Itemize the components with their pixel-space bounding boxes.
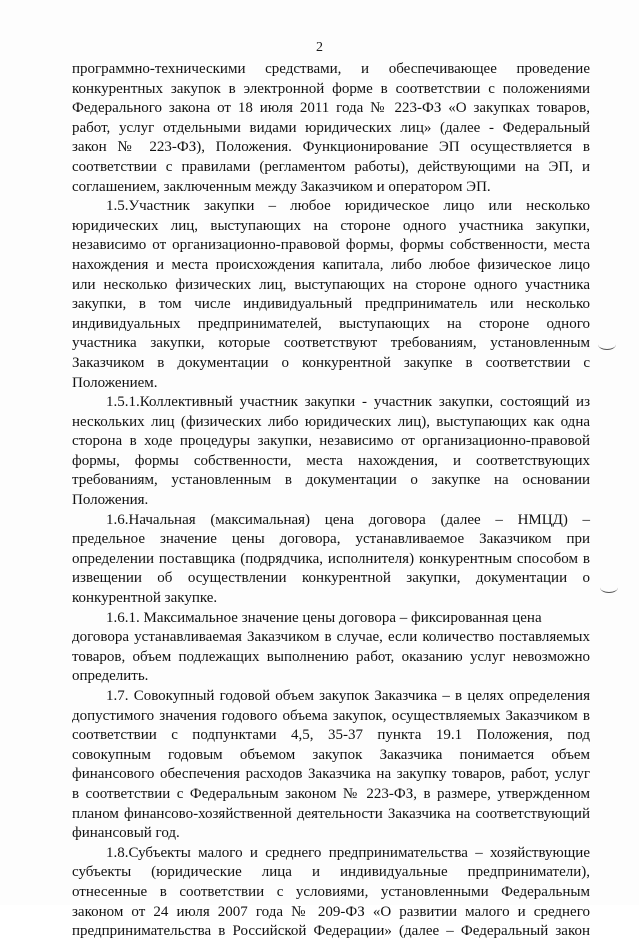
- text-line: финансовый год.: [72, 825, 180, 842]
- text-line: сторона в ходе процедуры закупки, независимо от организационно-правовой: [72, 433, 590, 450]
- text-line: требованиям, установленным в документации о закупке на основании: [72, 472, 590, 489]
- text-line: отнесенные в соответствии с условиями, установленными Федеральным: [72, 883, 590, 900]
- text-line: определить.: [72, 668, 149, 685]
- text-line: закон № 223-ФЗ), Положения. Функционирование ЭП осуществляется в: [72, 139, 590, 156]
- text-line: юридических лиц, выступающих на стороне одного участника закупки,: [72, 217, 590, 234]
- text-line: программно-техническими средствами, и обеспечивающее проведение: [72, 61, 590, 77]
- text-line: в соответствии с Федеральным законом № 223-ФЗ, в размере, утвержденном: [72, 785, 590, 802]
- text-line: товаров, объем подлежащих выполнению работ, оказанию услуг невозможно: [72, 648, 590, 665]
- text-line: индивидуальных предпринимателей, выступающих на стороне одного: [72, 315, 590, 332]
- text-line: Заказчиком в документации о конкурентной закупке в соответствии с: [72, 354, 590, 371]
- text-line: предельное значение цены договора, устанавливаемое Заказчиком при: [72, 531, 590, 548]
- text-line: допустимого значения годового объема закупок, осуществляемых Заказчиком в: [72, 707, 590, 724]
- text-line: договора устанавливаемая Заказчиком в случае, если количество поставляемых: [72, 629, 590, 646]
- pen-mark: [600, 582, 618, 593]
- text-line: определении поставщика (подрядчика, исполнителя) конкурентным способом в: [72, 550, 590, 567]
- text-line: планом финансово-хозяйственной деятельности Заказчика на соответствующий: [72, 805, 590, 822]
- pen-mark: [598, 339, 616, 350]
- text-line: 1.5.1.Коллективный участник закупки - участник закупки, состоящий из: [106, 394, 590, 411]
- text-line: 1.6.Начальная (максимальная) цена договора (далее – НМЦД) –: [106, 511, 590, 528]
- text-line: конкурентной закупке.: [72, 590, 218, 607]
- text-line: 1.8.Субъекты малого и среднего предпринимательства – хозяйствующие: [106, 844, 590, 861]
- text-line: соглашением, заключенным между Заказчиком и оператором ЭП.: [72, 178, 491, 195]
- text-line: конкурентных закупок в электронной форме в соответствии с положениями: [72, 80, 590, 97]
- text-line: совокупным годовым объемом закупок Заказчика понимается объем: [72, 746, 590, 763]
- text-line: Федерального закона от 18 июля 2011 года № 223-ФЗ «О закупках товаров,: [72, 100, 590, 117]
- text-line: соответствии с правилами (регламентом работы), действующими на ЭП, и: [72, 158, 590, 175]
- text-line: нахождения и места происхождения капитала, либо любое физическое лицо: [72, 256, 590, 273]
- text-line: или несколько физических лиц, выступающих на стороне одного участника: [72, 276, 590, 293]
- text-line: Положением.: [72, 374, 158, 391]
- text-line: Положения.: [72, 492, 149, 509]
- text-line: предпринимательства в Российской Федерации» (далее – Федеральный закон: [72, 923, 590, 940]
- text-line: законом от 24 июля 2007 года № 209-ФЗ «О развитии малого и среднего: [72, 903, 590, 920]
- text-line: нескольких лиц (физических либо юридических лиц), выступающих как одна: [72, 413, 590, 430]
- text-line: работ, услуг отдельными видами юридических лиц» (далее - Федеральный: [72, 119, 590, 136]
- text-line: закупки, в том числе индивидуальный предприниматель или несколько: [72, 296, 590, 313]
- text-line: формы, формы собственности, места нахождения, и соответствующих: [72, 452, 590, 469]
- text-line: 1.7. Совокупный годовой объем закупок Заказчика – в целях определения: [106, 688, 590, 704]
- text-line: финансового обеспечения расходов Заказчика на закупку товаров, работ, услуг: [72, 766, 590, 783]
- page-number: 2: [316, 40, 323, 55]
- text-line: независимо от организационно-правовой формы, формы собственности, места: [72, 237, 590, 254]
- text-line: 1.6.1. Максимальное значение цены договора – фиксированная цена: [106, 609, 542, 626]
- text-line: 1.5.Участник закупки – любое юридическое лицо или несколько: [106, 198, 590, 215]
- document-body: [72, 60, 590, 942]
- text-line: соответствии с подпунктами 4,5, 35-37 пункта 19.1 Положения, под: [72, 727, 590, 744]
- text-line: субъекты (юридические лица и индивидуальные предприниматели),: [72, 864, 590, 881]
- text-line: участника закупки, которые соответствуют требованиям, установленным: [72, 335, 590, 352]
- text-line: извещении об осуществлении конкурентной закупки, документации о: [72, 570, 590, 587]
